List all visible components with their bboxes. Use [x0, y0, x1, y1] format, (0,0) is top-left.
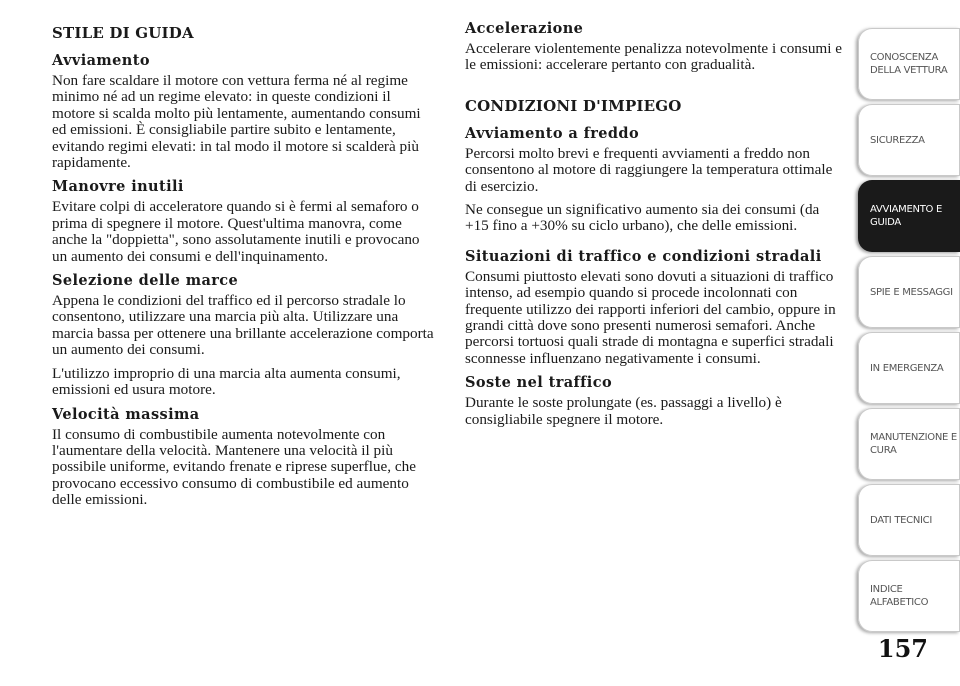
tab-sicurezza[interactable]: SICUREZZA — [858, 104, 960, 176]
left-column — [52, 20, 437, 516]
tab-indice-alfabetico[interactable]: INDICE ALFABETICO — [858, 560, 960, 632]
section-title-stile-di-guida: STILE DI GUIDA — [52, 24, 194, 42]
paragraph: Ne consegue un significativo aumento sia dei consumi (da +15 fino a +30% su ciclo urbano), che delle emissioni. — [465, 201, 820, 235]
page-number: 157 — [877, 634, 928, 663]
heading-avviamento: Avviamento — [52, 52, 150, 69]
heading-soste-traffico: Soste nel traffico — [465, 374, 613, 392]
heading-accelerazione: Accelerazione — [465, 20, 584, 37]
heading-velocita-massima: Velocità massima — [52, 405, 200, 423]
chapter-tabs — [858, 0, 960, 630]
paragraph: Evitare colpi di acceleratore quando si è fermi al semaforo o prima di spegnere il motore. Quest'ultima manovra, come anche la "doppietta", sono assolutamente inutili e provocano un aumento dei consumi e dell'inquinamento. — [52, 198, 420, 265]
section-title-condizioni-impiego: CONDIZIONI D'IMPIEGO — [465, 96, 682, 115]
tab-dati-tecnici[interactable]: DATI TECNICI — [858, 484, 960, 556]
paragraph: Appena le condizioni del traffico ed il percorso stradale lo consentono, utilizzare una marcia più alta. Utilizzare una marcia bassa per ottenere una brillante accelerazione comporta un aumento dei consumi. — [52, 292, 434, 359]
paragraph: Non fare scaldare il motore con vettura ferma né al regime minimo né ad un regime elevato: in queste condizioni il motore si scalda molto più lentamente, aumentando consumi ed emissioni. È consigliabile partire subito e lentamente, evitando regimi elevati: in tal modo il motore si scalderà più rapidamente. — [52, 72, 421, 172]
paragraph: Consumi piuttosto elevati sono dovuti a situazioni di traffico intenso, ad esempio quando si procede incolonnati con frequente utilizzo dei rapporti inferiori del cambio, oppure in grandi città dove sono presenti numerosi semafori. Anche percorsi tortuosi quali strade di montagna e superfici stradali sconnesse influenzano negativamente i consumi. — [465, 267, 836, 367]
tab-conoscenza-vettura[interactable]: CONOSCENZA DELLA VETTURA — [858, 28, 960, 100]
tab-spie-messaggi[interactable]: SPIE E MESSAGGI — [858, 256, 960, 328]
heading-avviamento-a-freddo: Avviamento a freddo — [465, 124, 640, 142]
heading-situazioni-traffico: Situazioni di traffico e condizioni stradali — [465, 247, 822, 265]
paragraph: Il consumo di combustibile aumenta notevolmente con l'aumentare della velocità. Mantenere una velocità il più possibile uniforme, evitando frenate e riprese superflue, che provocano eccessivo consumo di combustibile ed aumento delle emissioni. — [52, 425, 416, 509]
tab-in-emergenza[interactable]: IN EMERGENZA — [858, 332, 960, 404]
heading-manovre-inutili: Manovre inutili — [52, 178, 184, 196]
tab-avviamento-guida[interactable]: AVVIAMENTO E GUIDA — [858, 180, 960, 252]
right-column — [465, 20, 845, 435]
paragraph: Accelerare violentemente penalizza notevolmente i consumi e le emissioni: accelerare pertanto con gradualità. — [465, 40, 842, 74]
paragraph: Percorsi molto brevi e frequenti avviamenti a freddo non consentono al motore di raggiungere la temperatura ottimale di esercizio. — [465, 144, 833, 195]
paragraph: Durante le soste prolungate (es. passaggi a livello) è consigliabile spegnere il motore. — [465, 394, 782, 428]
paragraph: L'utilizzo improprio di una marcia alta aumenta consumi, emissioni ed usura motore. — [52, 364, 401, 399]
tab-manutenzione-cura[interactable]: MANUTENZIONE E CURA — [858, 408, 960, 480]
heading-selezione-marce: Selezione delle marce — [52, 272, 239, 290]
